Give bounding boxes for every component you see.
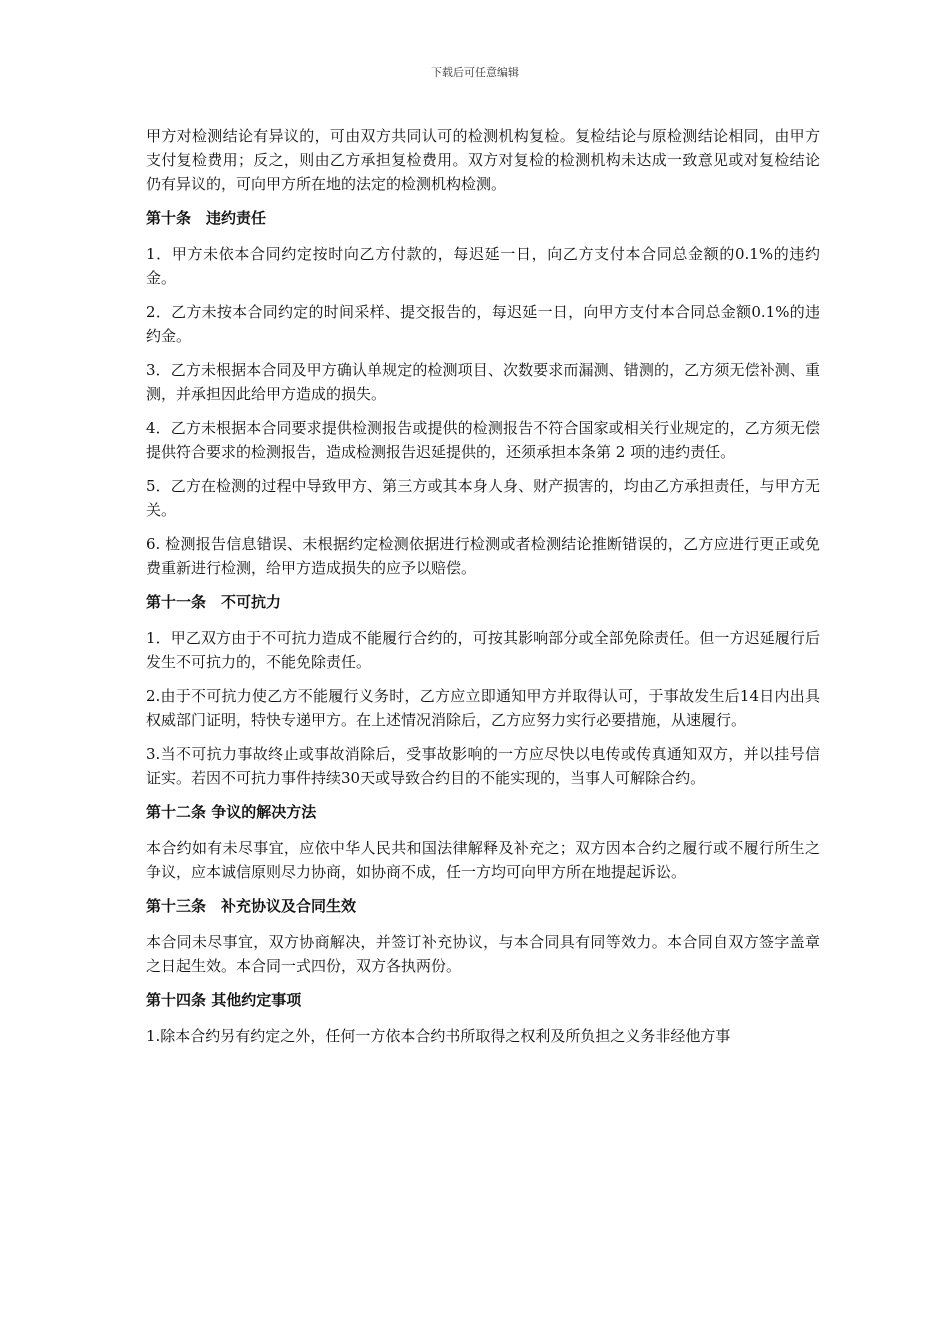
clause-paragraph: 3.当不可抗力事故终止或事故消除后，受事故影响的一方应尽快以电传或传真通知双方，并以挂号信证实。若因不可抗力事件持续30天或导致合约目的不能实现的，当事人可解除合约。 [146, 745, 820, 787]
document-body [146, 124, 820, 1058]
header-note: 下载后可任意编辑 [431, 66, 519, 79]
section-heading-14: 第十四条 其他约定事项 [146, 991, 302, 1009]
section-heading-12: 第十二条 争议的解决方法 [146, 803, 317, 821]
clause-paragraph: 2.由于不可抗力使乙方不能履行义务时，乙方应立即通知甲方并取得认可，于事故发生后14日内出具权威部门证明，特快专递甲方。在上述情况消除后，乙方应努力实行必要措施，从速履行。 [146, 687, 820, 729]
clause-paragraph: 1．甲方未依本合同约定按时向乙方付款的，每迟延一日，向乙方支付本合同总金额的0.1%的违约金。 [146, 245, 820, 287]
intro-paragraph: 甲方对检测结论有异议的，可由双方共同认可的检测机构复检。复检结论与原检测结论相同，由甲方支付复检费用；反之，则由乙方承担复检费用。双方对复检的检测机构未达成一致意见或对复检结论仍有异议的，可向甲方所在地的法定的检测机构检测。 [146, 127, 820, 193]
section-heading-11: 第十一条 不可抗力 [146, 593, 282, 611]
clause-paragraph: 3．乙方未根据本合同及甲方确认单规定的检测项目、次数要求而漏测、错测的，乙方须无偿补测、重测，并承担因此给甲方造成的损失。 [146, 361, 820, 403]
clause-paragraph: 6. 检测报告信息错误、未根据约定检测依据进行检测或者检测结论推断错误的，乙方应进行更正或免费重新进行检测，给甲方造成损失的应予以赔偿。 [146, 535, 820, 577]
clause-paragraph: 本合同未尽事宜，双方协商解决，并签订补充协议，与本合同具有同等效力。本合同自双方签字盖章之日起生效。本合同一式四份，双方各执两份。 [146, 933, 820, 975]
clause-paragraph: 1.除本合约另有约定之外，任何一方依本合约书所取得之权利及所负担之义务非经他方事 [146, 1027, 731, 1045]
clause-paragraph: 1．甲乙双方由于不可抗力造成不能履行合约的，可按其影响部分或全部免除责任。但一方迟延履行后发生不可抗力的，不能免除责任。 [146, 629, 820, 671]
clause-paragraph: 2．乙方未按本合同约定的时间采样、提交报告的，每迟延一日，向甲方支付本合同总金额0.1%的违约金。 [146, 303, 820, 345]
clause-paragraph: 5．乙方在检测的过程中导致甲方、第三方或其本身人身、财产损害的，均由乙方承担责任，与甲方无关。 [146, 477, 820, 519]
section-heading-13: 第十三条 补充协议及合同生效 [146, 897, 357, 915]
section-heading-10: 第十条 违约责任 [146, 209, 267, 227]
clause-paragraph: 4．乙方未根据本合同要求提供检测报告或提供的检测报告不符合国家或相关行业规定的，乙方须无偿提供符合要求的检测报告，造成检测报告迟延提供的，还须承担本条第 2 项的违约责任。 [146, 419, 820, 461]
clause-paragraph: 本合约如有未尽事宜，应依中华人民共和国法律解释及补充之；双方因本合约之履行或不履行所生之争议，应本诚信原则尽力协商，如协商不成，任一方均可向甲方所在地提起诉讼。 [146, 839, 820, 881]
